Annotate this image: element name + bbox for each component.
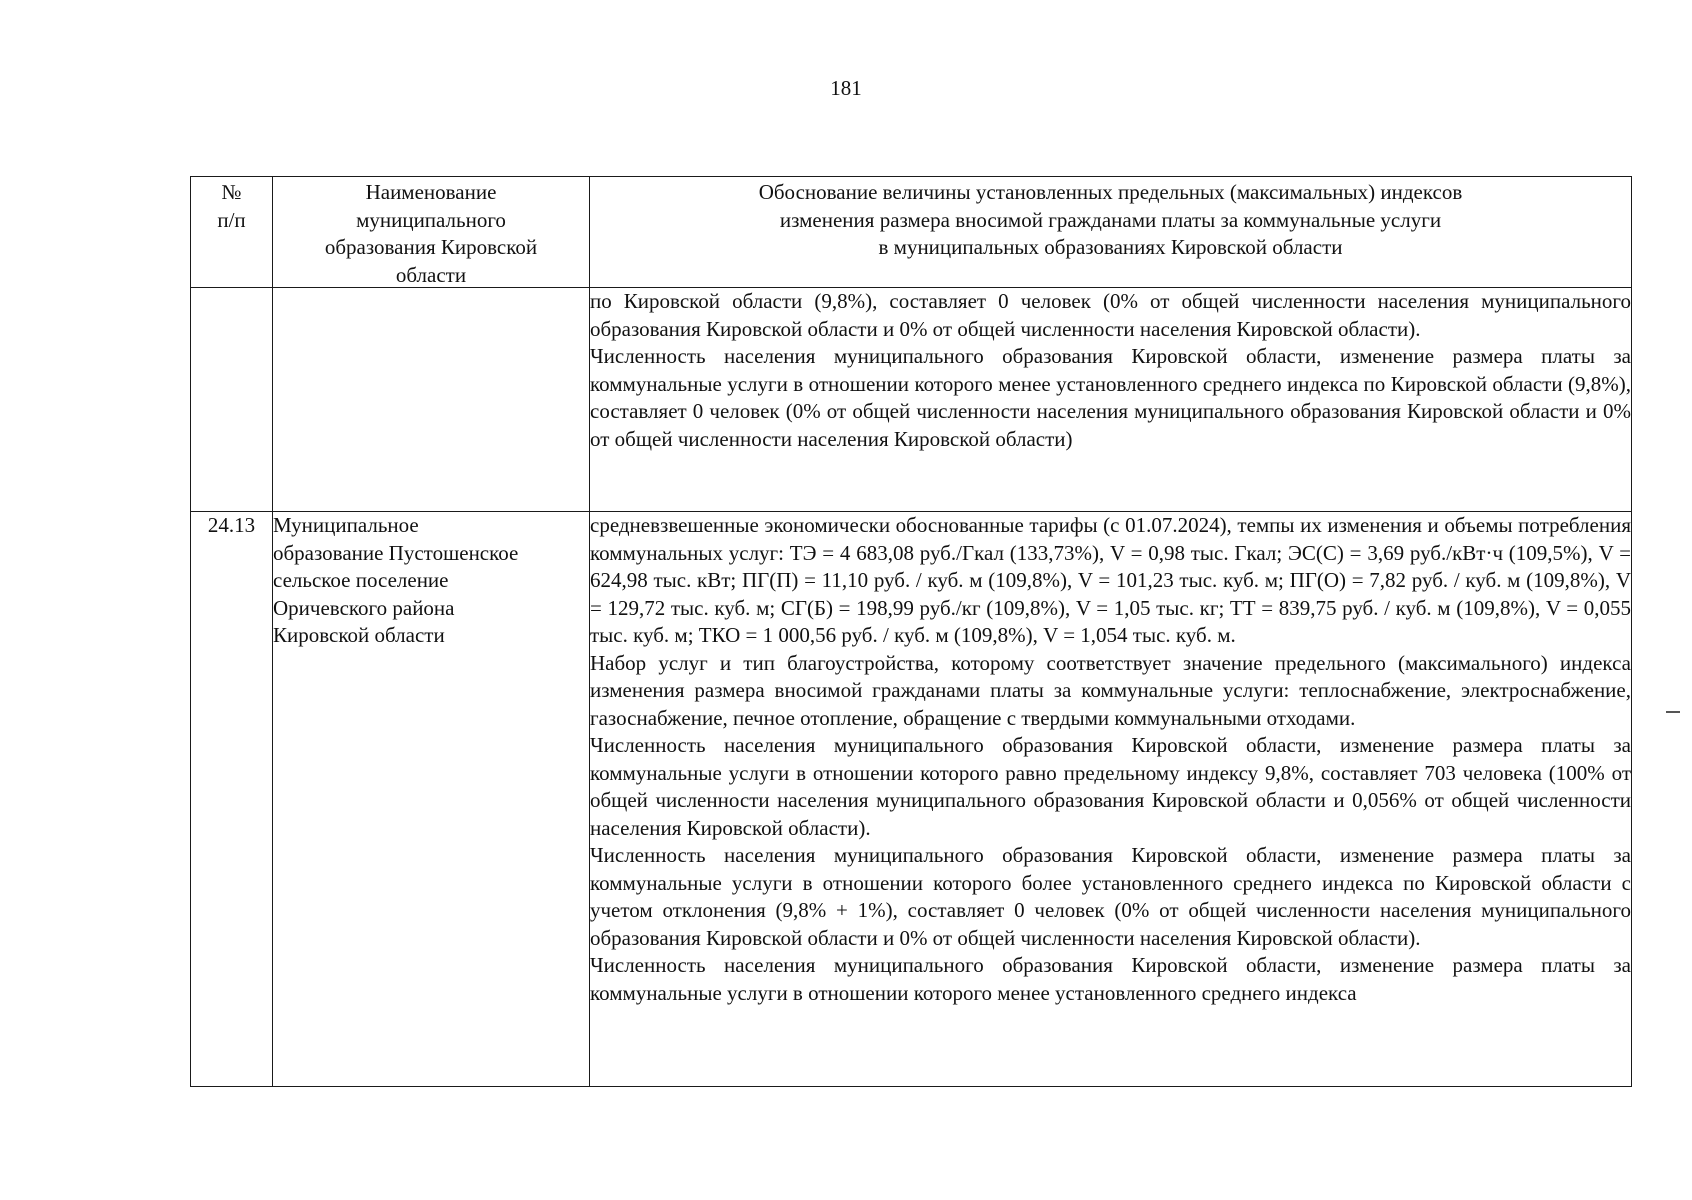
header-name xyxy=(273,177,590,288)
paragraph: Численность населения муниципального образования Кировской области, изменение размера платы за коммунальные услуги в отношении которого менее установленного среднего индекса xyxy=(590,953,1631,1005)
table-row xyxy=(191,288,1632,512)
header-num-line: п/п xyxy=(217,207,246,232)
header-name-line: Наименование xyxy=(365,180,497,204)
row-name-cell xyxy=(273,288,590,512)
row-num-cell: 24.13 xyxy=(191,512,273,1087)
paragraph: Численность населения муниципального образования Кировской области, изменение размера платы за коммунальные услуги в отношении которого равно предельному индексу 9,8%, составляет 703 человека (100% от общей численности населения муниципального образования Кировской области и 0,056% от общей численности населения Кировской области). xyxy=(590,733,1631,840)
header-justification-line: изменения размера вносимой гражданами платы за коммунальные услуги xyxy=(779,207,1442,232)
justification-table xyxy=(190,176,1632,1087)
paragraph: средневзвешенные экономически обоснованные тарифы (с 01.07.2024), темпы их изменения и объемы потребления коммунальных услуг: ТЭ = 4 683,08 руб./Гкал (133,73%), V = 0,98 тыс. Гкал; ЭС(С) = 3,69 руб./кВт·ч (109,5%), V = 624,98 тыс. кВт; ПГ(П) = 11,10 руб. / куб. м (109,8%), V = 101,23 тыс. куб. м; ПГ(О) = 7,82 руб. / куб. м (109,8%), V = 129,72 тыс. куб. м; СГ(Б) = 198,99 руб./кг (109,8%), V = 1,05 тыс. кг; ТТ = 839,75 руб. / куб. м (109,8%), V = 0,055 тыс. куб. м; ТКО = 1 000,56 руб. / куб. м (109,8%), V = 1,054 тыс. куб. м. xyxy=(590,513,1631,647)
municipality-name-line: сельское поселение xyxy=(273,568,449,592)
header-name-line: области xyxy=(395,262,467,287)
header-justification xyxy=(590,177,1632,288)
header-num xyxy=(191,177,273,288)
row-text-cell xyxy=(590,288,1632,512)
municipality-name-line: образование Пустошенское xyxy=(273,540,519,565)
header-num-line: № xyxy=(221,180,242,204)
municipality-name-line: Кировской области xyxy=(273,623,445,647)
header-name-line: образования Кировской xyxy=(324,235,538,259)
municipality-name-line: Оричевского района xyxy=(273,595,455,620)
municipality-name-line: Муниципальное xyxy=(273,513,419,537)
row-name-cell xyxy=(273,512,590,1087)
paragraph: Численность населения муниципального образования Кировской области, изменение размера платы за коммунальные услуги в отношении которого более установленного среднего индекса по Кировской области с учетом отклонения (9,8% + 1%), составляет 0 человек (0% от общей численности населения муниципального образования Кировской области и 0% от общей численности населения Кировской области). xyxy=(590,843,1631,950)
paragraph: по Кировской области (9,8%), составляет 0 человек (0% от общей численности населения муниципального образования Кировской области и 0% от общей численности населения Кировской области). xyxy=(590,289,1631,341)
row-text-cell xyxy=(590,512,1632,1087)
header-justification-line: в муниципальных образованиях Кировской области xyxy=(878,235,1343,259)
header-name-line: муниципального xyxy=(356,207,506,232)
paragraph: Численность населения муниципального образования Кировской области, изменение размера платы за коммунальные услуги в отношении которого менее установленного среднего индекса по Кировской области (9,8%), составляет 0 человек (0% от общей численности населения муниципального образования Кировской области и 0% от общей численности населения Кировской области) xyxy=(590,344,1631,451)
row-num-cell xyxy=(191,288,273,512)
paragraph: Набор услуг и тип благоустройства, которому соответствует значение предельного (максимального) индекса изменения размера вносимой гражданами платы за коммунальные услуги: теплоснабжение, электроснабжение, газоснабжение, печное отопление, обращение с твердыми коммунальными отходами. xyxy=(590,650,1631,730)
table-row xyxy=(191,512,1632,1087)
scan-margin-mark xyxy=(1666,711,1680,713)
table-header-row xyxy=(191,177,1632,288)
page-number: 181 xyxy=(830,76,862,100)
header-justification-line: Обоснование величины установленных предельных (максимальных) индексов xyxy=(758,180,1463,204)
